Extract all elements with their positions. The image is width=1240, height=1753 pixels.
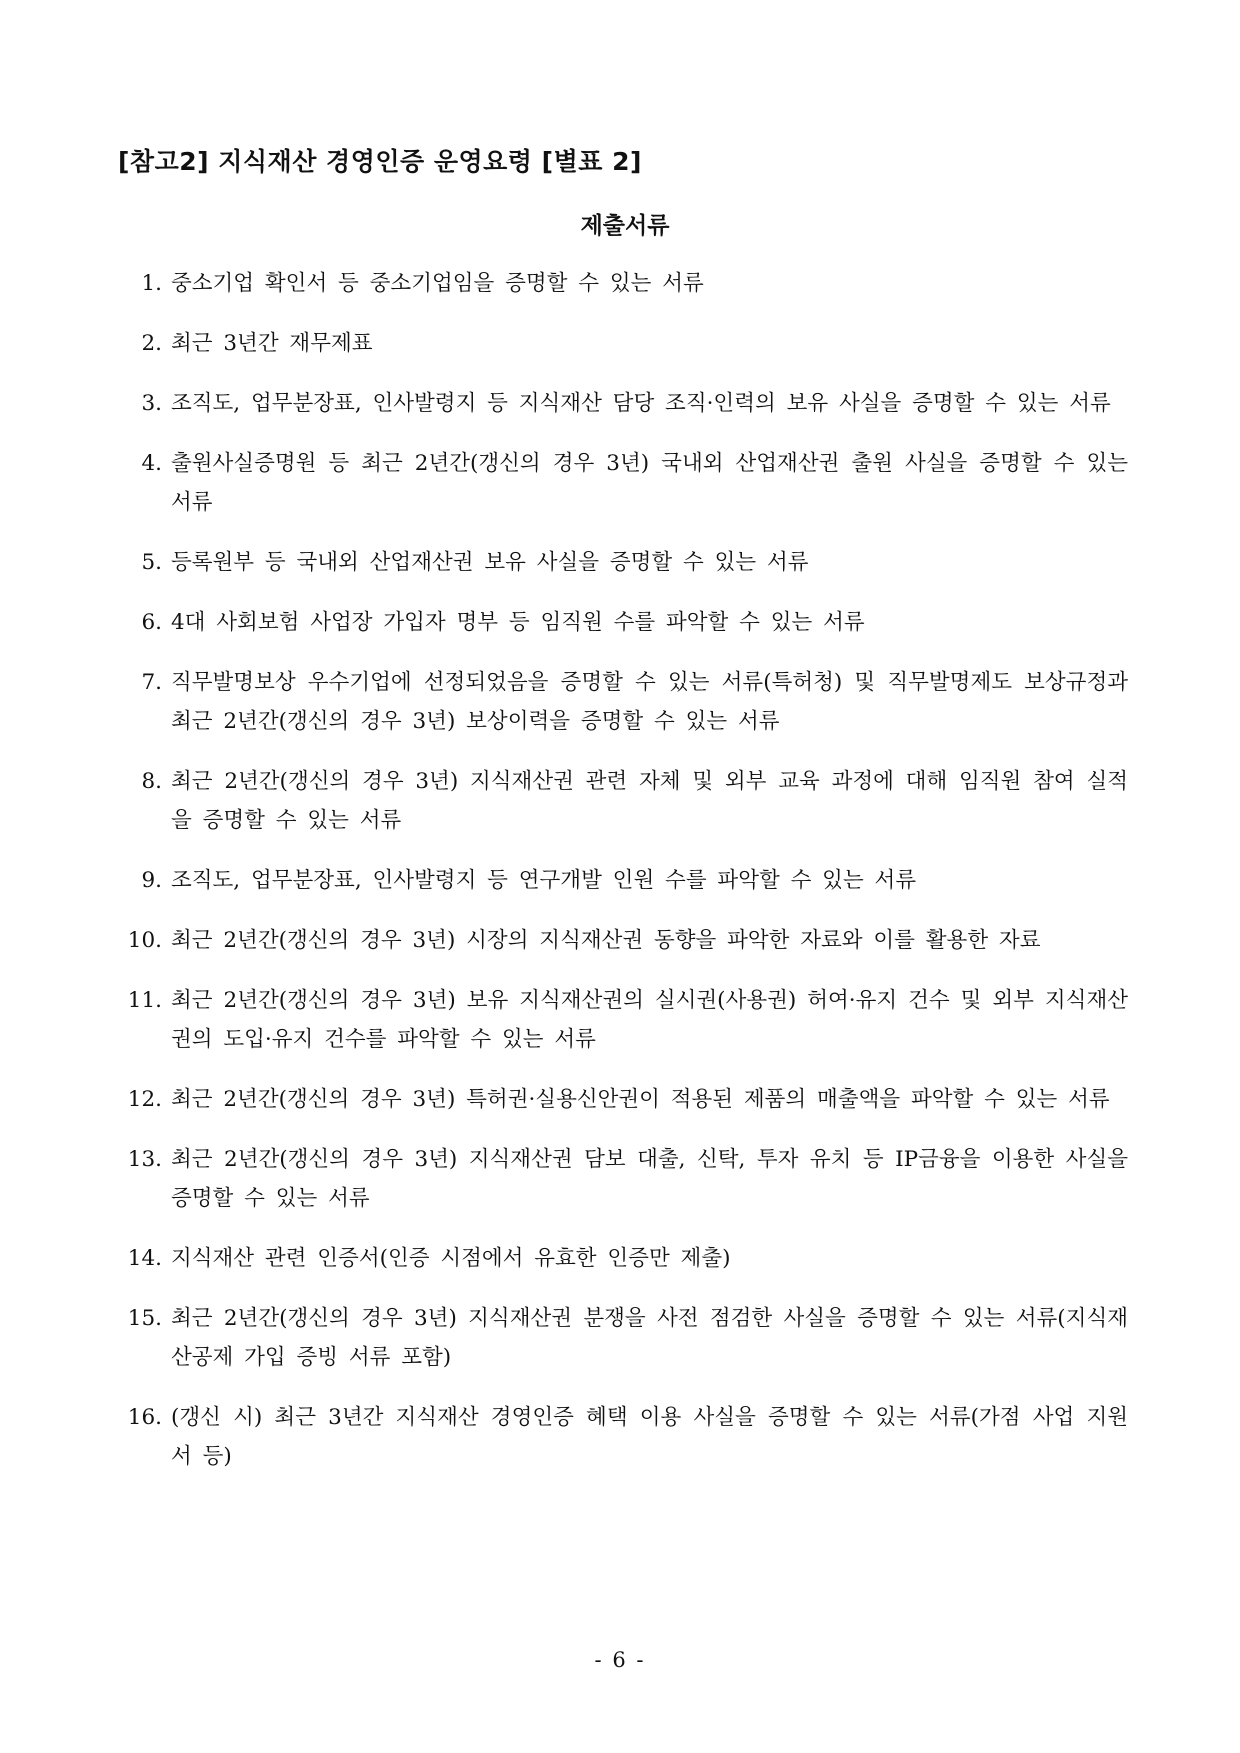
item-number: 9. <box>141 868 162 893</box>
list-item <box>118 543 1128 582</box>
list-item <box>118 1398 1128 1476</box>
list-item <box>118 1299 1128 1377</box>
item-text: 등록원부 등 국내외 산업재산권 보유 사실을 증명할 수 있는 서류 <box>171 550 809 575</box>
list-item <box>118 921 1128 960</box>
item-text: 4대 사회보험 사업장 가입자 명부 등 임직원 수를 파악할 수 있는 서류 <box>171 610 865 635</box>
item-text: 최근 2년간(갱신의 경우 3년) 지식재산권 분쟁을 사전 점검한 사실을 증명할 수 있는 서류(지식재산공제 가입 증빙 서류 포함) <box>171 1306 1128 1370</box>
item-number: 5. <box>141 550 162 575</box>
document-heading: [참고2] 지식재산 경영인증 운영요령 [별표 2] <box>118 147 642 176</box>
list-item <box>118 324 1128 363</box>
list-item <box>118 981 1128 1059</box>
item-text: 최근 2년간(갱신의 경우 3년) 지식재산권 담보 대출, 신탁, 투자 유치 등 IP금융을 이용한 사실을 증명할 수 있는 서류 <box>171 1147 1128 1211</box>
list-item <box>118 384 1128 423</box>
list-item <box>118 1239 1128 1278</box>
item-number: 3. <box>141 391 162 416</box>
list-item <box>118 1080 1128 1119</box>
item-text: 최근 2년간(갱신의 경우 3년) 지식재산권 관련 자체 및 외부 교육 과정에 대해 임직원 참여 실적을 증명할 수 있는 서류 <box>171 769 1128 833</box>
submission-document-list <box>118 264 1128 1497</box>
item-text: (갱신 시) 최근 3년간 지식재산 경영인증 혜택 이용 사실을 증명할 수 있는 서류(가점 사업 지원서 등) <box>171 1405 1128 1469</box>
item-text: 조직도, 업무분장표, 인사발령지 등 지식재산 담당 조직·인력의 보유 사실을 증명할 수 있는 서류 <box>171 391 1111 416</box>
page-number: - 6 - <box>594 1648 646 1672</box>
item-text: 지식재산 관련 인증서(인증 시점에서 유효한 인증만 제출) <box>171 1246 731 1271</box>
list-item <box>118 1140 1128 1218</box>
item-number: 14. <box>127 1246 162 1271</box>
item-number: 7. <box>141 670 162 695</box>
item-number: 11. <box>127 988 162 1013</box>
item-number: 6. <box>141 610 162 635</box>
item-text: 조직도, 업무분장표, 인사발령지 등 연구개발 인원 수를 파악할 수 있는 서류 <box>171 868 917 893</box>
item-number: 16. <box>127 1405 162 1430</box>
list-item <box>118 663 1128 741</box>
item-text: 최근 2년간(갱신의 경우 3년) 시장의 지식재산권 동향을 파악한 자료와 이를 활용한 자료 <box>171 928 1041 953</box>
item-text: 중소기업 확인서 등 중소기업임을 증명할 수 있는 서류 <box>171 271 704 296</box>
item-text: 최근 2년간(갱신의 경우 3년) 특허권·실용신안권이 적용된 제품의 매출액을 파악할 수 있는 서류 <box>171 1087 1110 1112</box>
item-number: 2. <box>141 331 162 356</box>
item-number: 10. <box>127 928 162 953</box>
list-item <box>118 861 1128 900</box>
item-text: 최근 2년간(갱신의 경우 3년) 보유 지식재산권의 실시권(사용권) 허여·유지 건수 및 외부 지식재산권의 도입·유지 건수를 파악할 수 있는 서류 <box>171 988 1128 1052</box>
item-text: 출원사실증명원 등 최근 2년간(갱신의 경우 3년) 국내외 산업재산권 출원 사실을 증명할 수 있는 서류 <box>171 451 1128 515</box>
item-number: 15. <box>127 1306 162 1331</box>
item-number: 12. <box>127 1087 162 1112</box>
list-item <box>118 762 1128 840</box>
list-item <box>118 264 1128 303</box>
item-number: 1. <box>141 271 162 296</box>
item-number: 13. <box>127 1147 162 1172</box>
list-item <box>118 444 1128 522</box>
list-item <box>118 603 1128 642</box>
item-text: 최근 3년간 재무제표 <box>171 331 373 356</box>
item-number: 4. <box>141 451 162 476</box>
document-subtitle: 제출서류 <box>580 213 670 239</box>
item-text: 직무발명보상 우수기업에 선정되었음을 증명할 수 있는 서류(특허청) 및 직무발명제도 보상규정과 최근 2년간(갱신의 경우 3년) 보상이력을 증명할 수 있는 서류 <box>171 670 1128 734</box>
item-number: 8. <box>141 769 162 794</box>
